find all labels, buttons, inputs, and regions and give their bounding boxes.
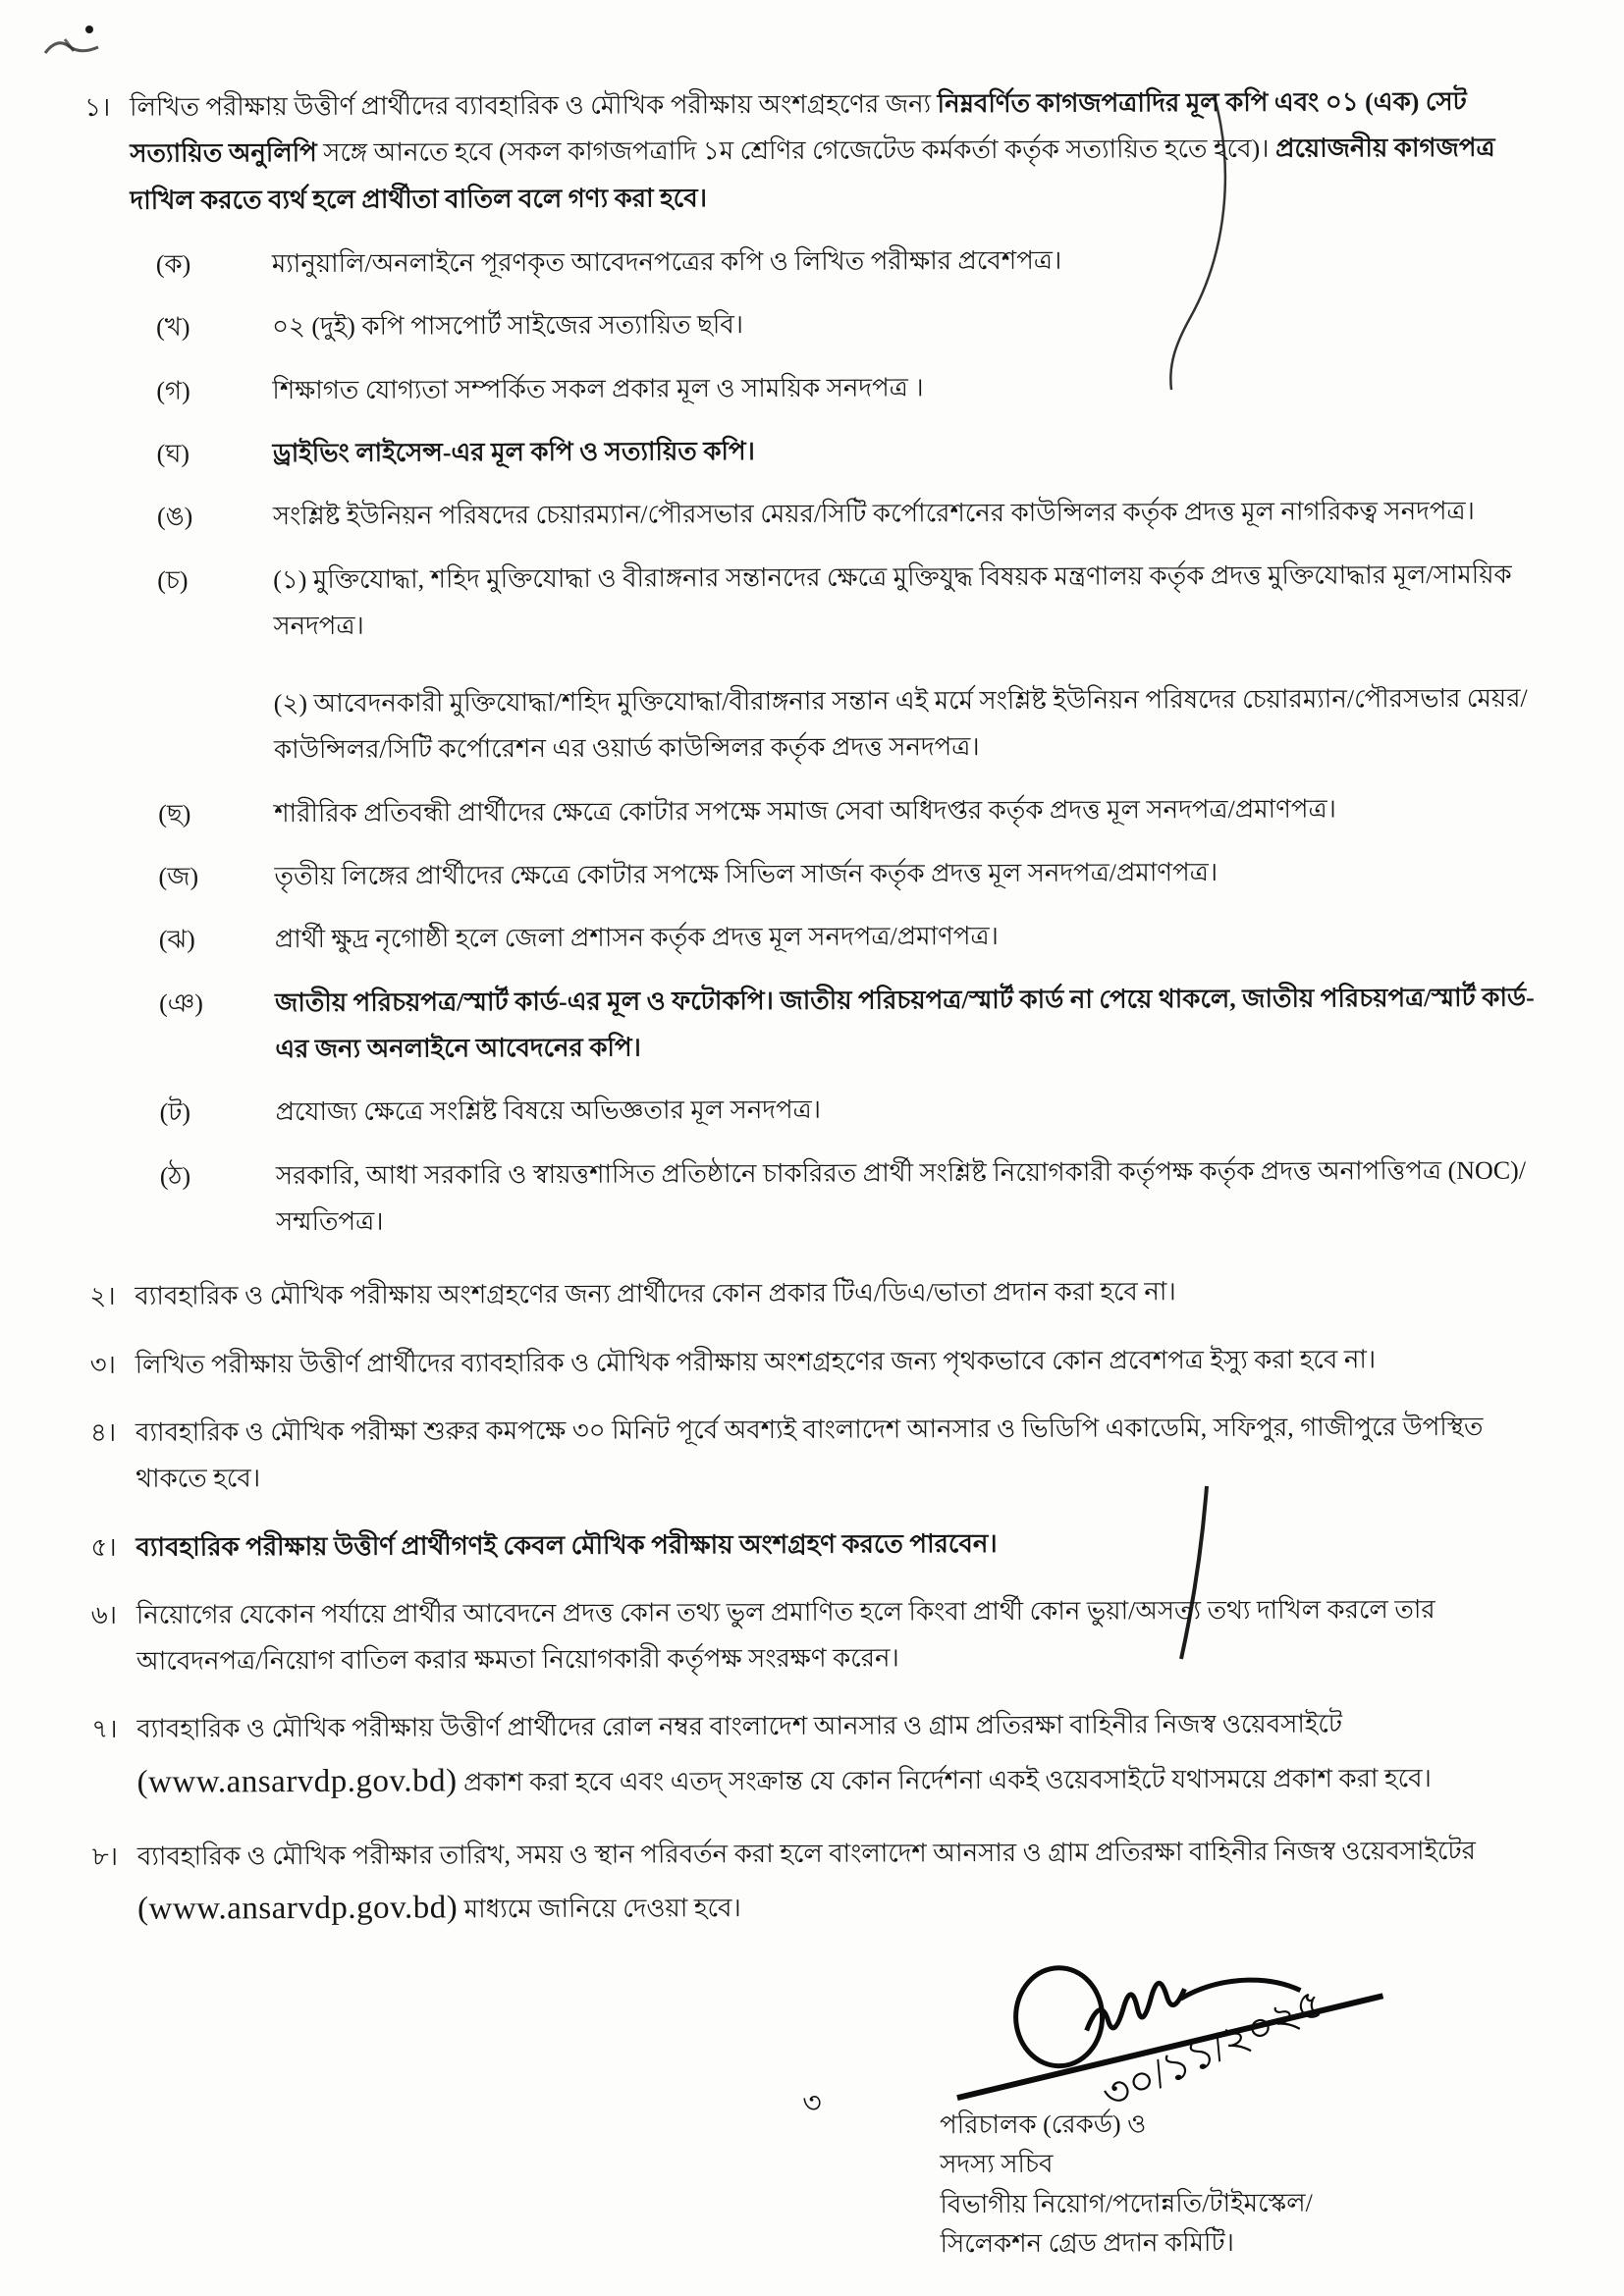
text-segment: ড্রাইভিং লাইসেন্স-এর মূল কপি ও সত্যায়িত কপি। <box>272 436 755 468</box>
signatory-role: সদস্য সচিব <box>940 2150 1054 2179</box>
paragraph <box>275 911 1553 963</box>
pen-tick <box>65 39 74 51</box>
item-text <box>135 1267 1554 1320</box>
sub-item <box>156 361 1550 414</box>
paragraph <box>135 1403 1555 1502</box>
paragraph <box>272 235 1550 287</box>
sub-item-text <box>273 551 1552 774</box>
notice-body <box>84 78 1559 2268</box>
item-number: ১। <box>84 92 111 122</box>
committee-name-line1: বিভাগীয় নিয়োগ/পদোন্নতি/টাইমস্কেল/ <box>940 2188 1313 2218</box>
list-item <box>84 78 1554 1252</box>
text-segment: ব্যাবহারিক পরীক্ষায় উত্তীর্ণ প্রার্থীগণই কেবল মৌখিক পরীক্ষায় অংশগ্রহণ করতে পারবেন। <box>135 1528 998 1562</box>
text-segment: (১) মুক্তিযোদ্ধা, শহিদ মুক্তিযোদ্ধা ও বীরাঙ্গনার সন্তানদের ক্ষেত্রে মুক্তিযুদ্ধ বিষয়ক মন্ত্রণালয় কর্তৃক প্রদত্ত মুক্তিযোদ্ধার মূল/সাময়িক সনদপত্র। <box>273 560 1512 640</box>
text-segment: প্রকাশ করা হবে এবং এতদ্ সংক্রান্ত যে কোন নির্দেশনা একই ওয়েবসাইটে যথাসময়ে প্রকাশ করা হবে। <box>457 1763 1432 1797</box>
item-number: ৭। <box>91 1715 118 1744</box>
item-text <box>135 1518 1555 1571</box>
list-item <box>92 1827 1557 1939</box>
paragraph <box>273 488 1551 540</box>
item-number: ২। <box>89 1282 116 1311</box>
text-segment: ব্যাবহারিক ও মৌখিক পরীক্ষায় অংশগ্রহণের জন্য প্রার্থীদের কোন প্রকার টিএ/ডিএ/ভাতা প্রদান করা হবে না। <box>135 1277 1176 1311</box>
item-number: ৫। <box>90 1532 117 1562</box>
sub-item-text <box>272 298 1550 350</box>
item-text <box>135 1335 1555 1388</box>
sub-item <box>156 298 1550 351</box>
text-segment: ব্যাবহারিক ও মৌখিক পরীক্ষা শুরুর কমপক্ষে ৩০ মিনিট পূর্বে অবশ্যই বাংলাদেশ আনসার ও ভিডিপি একাডেমি, সফিপুর, গাজীপুরে উপস্থিত থাকতে হবে। <box>135 1412 1484 1493</box>
committee-name-line2: সিলেকশন গ্রেড প্রদান কমিটি। <box>940 2227 1234 2259</box>
sub-item <box>157 488 1551 541</box>
item-text <box>136 1585 1556 1684</box>
signature-date: ৩০/১১/২০২৫ <box>1096 1980 1331 2107</box>
text-segment: লিখিত পরীক্ষায় উত্তীর্ণ প্রার্থীদের ব্যাবহারিক ও মৌখিক পরীক্ষায় অংশগ্রহণের জন্য পৃথকভাবে কোন প্রবেশপত্র ইস্যু করা হবে না। <box>135 1344 1377 1379</box>
sub-item-label: (খ) <box>156 312 190 342</box>
sub-item-label: (ঠ) <box>159 1161 191 1191</box>
sub-item-label: (ট) <box>159 1097 191 1127</box>
item-number: ৮। <box>91 1842 119 1871</box>
item-text <box>136 1700 1556 1812</box>
sub-item-text <box>276 1147 1554 1245</box>
paragraph <box>135 1518 1555 1571</box>
text-segment: লিখিত পরীক্ষায় উত্তীর্ণ প্রার্থীদের ব্যাবহারিক ও মৌখিক পরীক্ষায় অংশগ্রহণের জন্য <box>130 89 938 122</box>
item-text <box>130 78 1554 1252</box>
sub-item <box>158 848 1552 901</box>
sub-item-label: (জ) <box>158 862 199 891</box>
sub-item-text <box>273 488 1551 540</box>
sub-item-label: (ঝ) <box>158 925 195 955</box>
sub-item-label: (ঙ) <box>156 502 193 531</box>
text-segment: নিয়োগের যেকোন পর্যায়ে প্রার্থীর আবেদনে প্রদত্ত কোন তথ্য ভুল প্রমাণিত হলে কিংবা প্রার্থী কোন ভুয়া/অসত্য তথ্য দাখিল করলে তার আবেদনপত্র/নিয়োগ বাতিল করার ক্ষমতা নিয়োগকারী কর্তৃপক্ষ সংরক্ষণ করেন। <box>135 1594 1435 1676</box>
paragraph <box>136 1700 1556 1812</box>
paragraph <box>136 1585 1556 1684</box>
sub-list <box>131 235 1554 1246</box>
paragraph <box>273 551 1551 649</box>
sub-item <box>159 1084 1553 1137</box>
sub-item <box>159 974 1553 1073</box>
sub-item <box>156 235 1550 288</box>
sub-item-text <box>274 848 1552 900</box>
sub-item <box>157 551 1552 774</box>
item-number: ৩। <box>89 1350 116 1379</box>
paragraph <box>273 424 1551 476</box>
sub-item-text <box>274 784 1552 836</box>
text-segment: জাতীয় পরিচয়পত্র/স্মার্ট কার্ড-এর মূল ও ফটোকপি। জাতীয় পরিচয়পত্র/স্মার্ট কার্ড না পেয়ে থাকলে, জাতীয় পরিচয়পত্র/স্মার্ট কার্ড-এর জন্য অনলাইনে আবেদনের কপি। <box>275 983 1535 1064</box>
sub-item-text <box>275 974 1553 1072</box>
ink-dot <box>85 26 93 33</box>
text-segment: ব্যাবহারিক ও মৌখিক পরীক্ষার তারিখ, সময় ও স্থান পরিবর্তন করা হলে বাংলাদেশ আনসার ও গ্রাম প্রতিরক্ষা বাহিনীর নিজস্ব ওয়েবসাইটের <box>136 1836 1476 1871</box>
list-item <box>90 1403 1555 1502</box>
sub-item <box>158 784 1552 837</box>
sub-item-text <box>275 911 1553 963</box>
paragraph <box>274 848 1552 900</box>
paragraph <box>276 1147 1554 1245</box>
paragraph <box>130 78 1550 223</box>
text-segment: প্রার্থী ক্ষুদ্র নৃগোষ্ঠী হলে জেলা প্রশাসন কর্তৃক প্রদত্ত মূল সনদপত্র/প্রমাণপত্র। <box>274 922 999 954</box>
sub-item-label: (ক) <box>155 249 191 279</box>
text-segment: ব্যাবহারিক ও মৌখিক পরীক্ষায় উত্তীর্ণ প্রার্থীদের রোল নম্বর বাংলাদেশ আনসার ও গ্রাম প্রতিরক্ষা বাহিনীর নিজস্ব ওয়েবসাইটে <box>136 1709 1343 1744</box>
sub-item-text <box>273 424 1551 476</box>
pen-check-mark <box>45 43 98 53</box>
sub-item-text <box>272 235 1550 287</box>
paragraph <box>135 1335 1555 1388</box>
sub-item <box>160 1147 1554 1246</box>
paragraph <box>135 1267 1554 1320</box>
item-number: ৪। <box>89 1417 117 1447</box>
sub-item-label: (ঞ) <box>159 988 203 1018</box>
text-segment: তৃতীয় লিঙ্গের প্রার্থীদের ক্ষেত্রে কোটার সপক্ষে সিভিল সার্জন কর্তৃক প্রদত্ত মূল সনদপত্র/প্রমাণপত্র। <box>274 858 1218 891</box>
list-item <box>90 1518 1555 1571</box>
paragraph <box>272 298 1550 350</box>
sub-item-label: (চ) <box>157 565 189 595</box>
sub-item <box>159 911 1553 964</box>
sub-item-text <box>272 361 1550 413</box>
text-segment: ম্যানুয়ালি/অনলাইনে পূরণকৃত আবেদনপত্রের কপি ও লিখিত পরীক্ষার প্রবেশপত্র। <box>271 245 1062 279</box>
instruction-list <box>84 78 1557 1939</box>
item-text <box>137 1827 1557 1939</box>
sub-item-label: (ছ) <box>158 799 191 828</box>
list-item <box>90 1335 1555 1388</box>
text-segment: প্রয়োজনীয় কাগজপত্র দাখিল করতে ব্যর্থ হলে প্রার্থীতা বাতিল বলে গণ্য করা হবে। <box>130 133 1495 215</box>
signatory-title: পরিচালক (রেকর্ড) ও <box>940 2109 1147 2140</box>
website-url: (www.ansarvdp.gov.bd) <box>136 1763 458 1800</box>
page-number: ৩ <box>802 2087 822 2119</box>
text-segment: সংশ্লিষ্ট ইউনিয়ন পরিষদের চেয়ারম্যান/পৌরসভার মেয়র/সিটি কর্পোরেশনের কাউন্সিলর কর্তৃক প্রদত্ত মূল নাগরিকত্ব সনদপত্র। <box>272 497 1475 531</box>
text-segment: শিক্ষাগত যোগ্যতা সম্পর্কিত সকল প্রকার মূল ও সাময়িক সনদপত্র । <box>272 372 924 404</box>
paragraph <box>137 1827 1557 1939</box>
text-segment: শারীরিক প্রতিবন্ধী প্রার্থীদের ক্ষেত্রে কোটার সপক্ষে সমাজ সেবা অধিদপ্তর কর্তৃক প্রদত্ত মূল সনদপত্র/প্রমাণপত্র। <box>274 794 1337 828</box>
text-segment: সঙ্গে আনতে হবে (সকল কাগজপত্রাদি ১ম শ্রেণির গেজেটেড কর্মকর্তা কর্তৃক সত্যায়িত হতে হবে)। <box>316 134 1276 168</box>
text-segment: (২) আবেদনকারী মুক্তিযোদ্ধা/শহিদ মুক্তিযোদ্ধা/বীরাঙ্গনার সন্তান এই মর্মে সংশ্লিষ্ট ইউনিয়ন পরিষদের চেয়ারম্যান/পৌরসভার মেয়র/কাউন্সিলর/সিটি কর্পোরেশন এর ওয়ার্ড কাউন্সিলর কর্তৃক প্রদত্ত সনদপত্র। <box>273 683 1528 765</box>
sub-item <box>157 424 1551 477</box>
list-item <box>89 1267 1554 1320</box>
paragraph <box>275 1084 1553 1136</box>
sub-item-text <box>275 1084 1553 1136</box>
paragraph <box>274 784 1552 836</box>
item-number: ৬। <box>90 1600 118 1629</box>
website-url: (www.ansarvdp.gov.bd) <box>137 1890 459 1927</box>
text-segment: ০২ (দুই) কপি পাসপোর্ট সাইজের সত্যায়িত ছবি। <box>272 310 744 342</box>
sub-item-label: (গ) <box>156 376 190 405</box>
paragraph <box>274 675 1552 774</box>
paragraph <box>275 974 1553 1072</box>
list-item <box>91 1700 1556 1812</box>
sub-item-label: (ঘ) <box>156 439 190 468</box>
text-segment: মাধ্যমে জানিয়ে দেওয়া হবে। <box>458 1894 741 1924</box>
item-text <box>135 1403 1555 1502</box>
text-segment: সরকারি, আধা সরকারি ও স্বায়ত্তশাসিত প্রতিষ্ঠানে চাকরিরত প্রার্থী সংশ্লিষ্ট নিয়োগকারী কর্তৃপক্ষ কর্তৃক প্রদত্ত অনাপত্তিপত্র (NOC)/সম্মতিপত্র। <box>275 1155 1527 1237</box>
paragraph <box>272 361 1550 413</box>
list-item <box>91 1585 1556 1684</box>
text-segment: প্রযোজ্য ক্ষেত্রে সংশ্লিষ্ট বিষয়ে অভিজ্ঞতার মূল সনদপত্র। <box>275 1095 822 1127</box>
text-segment: নিম্নবর্ণিত কাগজপত্রাদির মূল কপি এবং ০১ (এক) সেট সত্যায়িত অনুলিপি <box>130 86 1467 169</box>
